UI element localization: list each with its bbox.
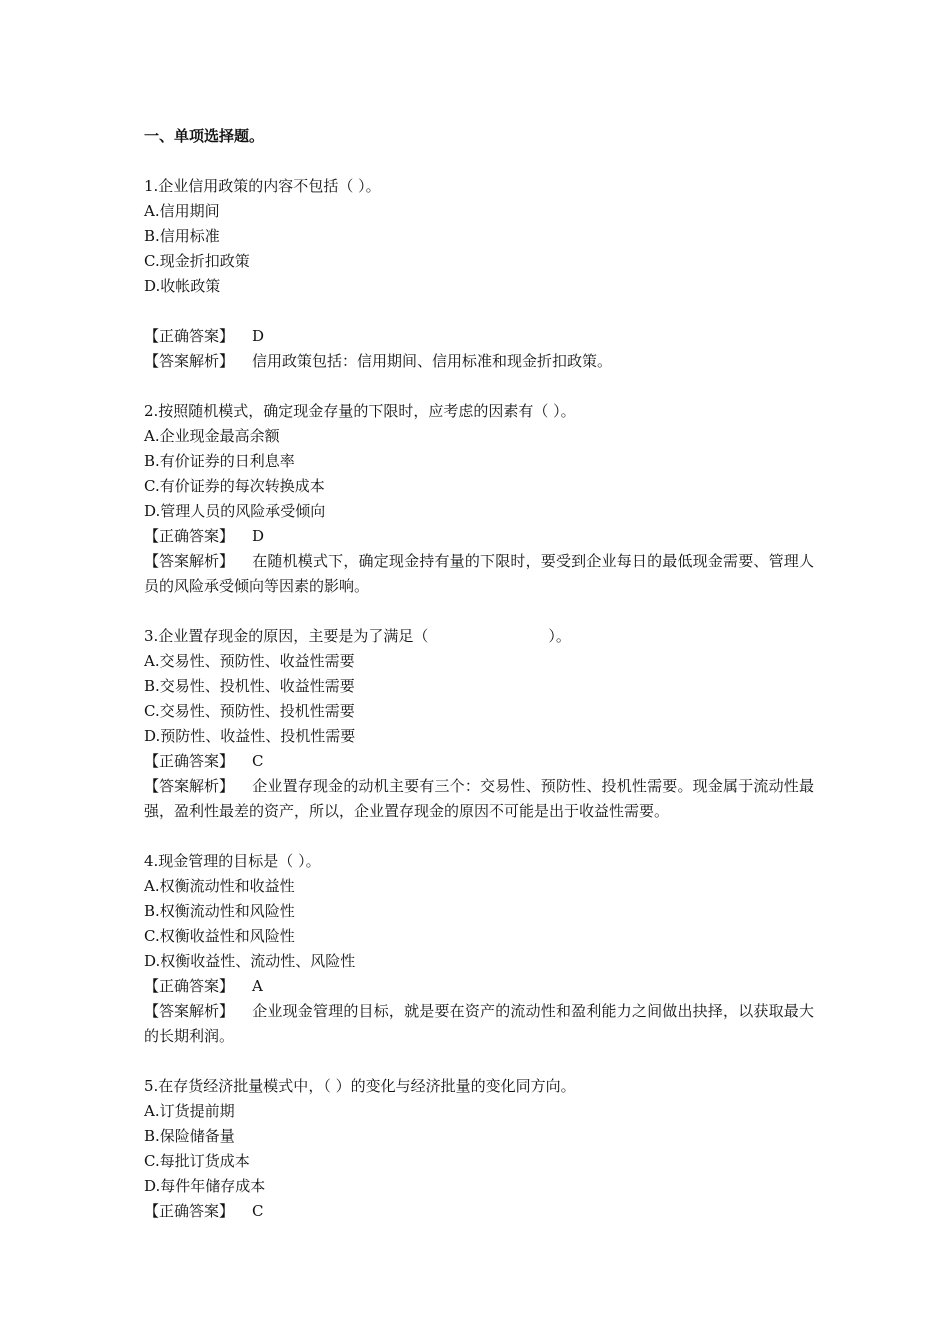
- analysis-text: 在随机模式下，确定现金持有量的下限时，要受到企业每日的最低现金需要、管理人员的风险承受倾向等因素的影响。: [144, 552, 814, 595]
- analysis-row: [144, 349, 814, 374]
- question-4: [144, 849, 814, 1049]
- answer-row: [144, 1199, 814, 1224]
- analysis-label: 【答案解析】: [144, 1002, 235, 1020]
- question-stem: 4.现金管理的目标是（ ）。: [144, 852, 321, 870]
- question-3: [144, 624, 814, 824]
- option-c: C.有价证券的每次转换成本: [144, 477, 325, 495]
- option-b: B.有价证券的日利息率: [144, 452, 295, 470]
- answer-row: [144, 524, 814, 549]
- option-c: C.交易性、预防性、投机性需要: [144, 702, 355, 720]
- question-stem: 5.在存货经济批量模式中，（ ）的变化与经济批量的变化同方向。: [144, 1077, 576, 1095]
- analysis-text: 企业现金管理的目标，就是要在资产的流动性和盈利能力之间做出抉择，以获取最大的长期利润。: [144, 1002, 814, 1045]
- option-d: D.收帐政策: [144, 277, 221, 295]
- answer-row: [144, 974, 814, 999]
- option-d: D.权衡收益性、流动性、风险性: [144, 952, 356, 970]
- option-c: C.权衡收益性和风险性: [144, 927, 295, 945]
- answer-value: D: [252, 327, 265, 345]
- analysis-text: 企业置存现金的动机主要有三个：交易性、预防性、投机性需要。现金属于流动性最强，盈利性最差的资产，所以，企业置存现金的原因不可能是出于收益性需要。: [144, 777, 814, 820]
- option-a: A.订货提前期: [144, 1102, 235, 1120]
- analysis-row: [144, 549, 814, 599]
- option-b: B.权衡流动性和风险性: [144, 902, 295, 920]
- option-d: D.管理人员的风险承受倾向: [144, 502, 326, 520]
- question-stem: 2.按照随机模式，确定现金存量的下限时，应考虑的因素有（ ）。: [144, 402, 576, 420]
- answer-value: C: [252, 752, 264, 770]
- option-a: A.权衡流动性和收益性: [144, 877, 295, 895]
- option-a: A.信用期间: [144, 202, 220, 220]
- analysis-row: [144, 774, 814, 824]
- option-b: B.交易性、投机性、收益性需要: [144, 677, 355, 695]
- option-d: D.每件年储存成本: [144, 1177, 266, 1195]
- analysis-text: 信用政策包括：信用期间、信用标准和现金折扣政策。: [252, 352, 613, 370]
- question-2: [144, 399, 814, 599]
- option-a: A.企业现金最高余额: [144, 427, 280, 445]
- answer-value: D: [252, 527, 265, 545]
- option-d: D.预防性、收益性、投机性需要: [144, 727, 356, 745]
- question-stem: 3.企业置存现金的原因，主要是为了满足（ ）。: [144, 627, 571, 645]
- answer-label: 【正确答案】: [144, 527, 235, 545]
- option-b: B.保险储备量: [144, 1127, 235, 1145]
- answer-row: [144, 749, 814, 774]
- answer-row: [144, 324, 814, 349]
- section-title: 一、单项选择题。: [144, 127, 265, 145]
- analysis-label: 【答案解析】: [144, 352, 235, 370]
- option-b: B.信用标准: [144, 227, 220, 245]
- document-page: [144, 124, 814, 1249]
- spacer: [144, 299, 814, 324]
- question-stem: 1.企业信用政策的内容不包括（ ）。: [144, 177, 381, 195]
- option-c: C.现金折扣政策: [144, 252, 250, 270]
- analysis-row: [144, 999, 814, 1049]
- answer-label: 【正确答案】: [144, 1202, 235, 1220]
- answer-value: C: [252, 1202, 264, 1220]
- answer-label: 【正确答案】: [144, 977, 235, 995]
- question-1: [144, 174, 814, 374]
- answer-label: 【正确答案】: [144, 327, 235, 345]
- analysis-label: 【答案解析】: [144, 552, 235, 570]
- option-c: C.每批订货成本: [144, 1152, 250, 1170]
- answer-label: 【正确答案】: [144, 752, 235, 770]
- option-a: A.交易性、预防性、收益性需要: [144, 652, 355, 670]
- analysis-label: 【答案解析】: [144, 777, 235, 795]
- answer-value: A: [252, 977, 263, 995]
- question-5: [144, 1074, 814, 1224]
